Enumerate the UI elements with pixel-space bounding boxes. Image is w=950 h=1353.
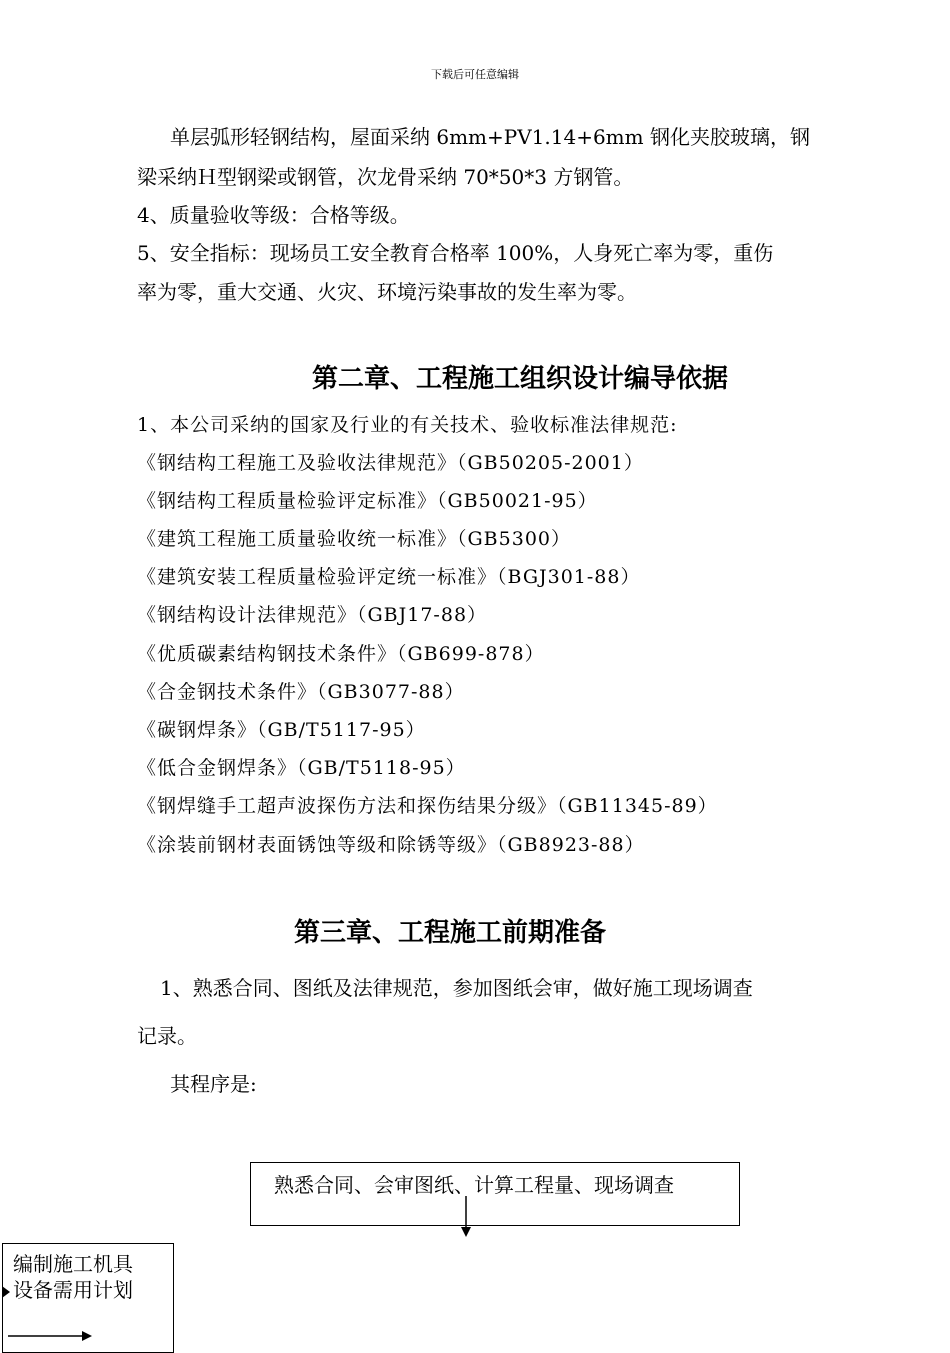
- standard-item: 《涂装前钢材表面锈蚀等级和除锈等级》（GB8923-88）: [137, 834, 645, 856]
- flowchart-left-box-line-1: 编制施工机具: [13, 1252, 133, 1276]
- flowchart-top-box-label: 熟悉合同、会审图纸、计算工程量、现场调查: [274, 1173, 674, 1197]
- intro-item-4: 4、质量验收等级：合格等级。: [137, 203, 410, 227]
- page-header: 下载后可任意编辑: [431, 68, 519, 81]
- intro-line-1: 单层弧形轻钢结构，屋面采纳 6mm+PV1.14+6mm 钢化夹胶玻璃，钢: [170, 125, 810, 149]
- flowchart-left-arrowhead: [2, 1286, 10, 1298]
- procedure-label: 其程序是:: [170, 1072, 257, 1096]
- intro-item-5-line-1: 5、安全指标：现场员工安全教育合格率 100%，人身死亡率为零，重伤: [137, 241, 774, 265]
- standard-item: 《低合金钢焊条》（GB/T5118-95）: [137, 757, 466, 779]
- chapter-2-title: 第二章、工程施工组织设计编导依据: [312, 364, 729, 394]
- standard-item: 《钢结构设计法律规范》（GBJ17-88）: [137, 604, 488, 626]
- standard-item: 《钢结构工程施工及验收法律规范》（GB50205-2001）: [137, 452, 644, 474]
- chapter-3-title: 第三章、工程施工前期准备: [294, 918, 607, 948]
- chapter-3-item-1-line-2: 记录。: [137, 1024, 197, 1048]
- standard-item: 《建筑安装工程质量检验评定统一标准》（BGJ301-88）: [137, 566, 641, 588]
- flowchart-down-arrowhead: [461, 1227, 471, 1237]
- standard-item: 《合金钢技术条件》（GB3077-88）: [137, 681, 465, 703]
- standard-item: 《钢焊缝手工超声波探伤方法和探伤结果分级》（GB11345-89）: [137, 795, 718, 817]
- chapter-3-item-1-line-1: 1、熟悉合同、图纸及法律规范，参加图纸会审，做好施工现场调查: [160, 976, 753, 1000]
- chapter-2-item-1: 1、本公司采纳的国家及行业的有关技术、验收标准法律规范:: [137, 414, 678, 436]
- standard-item: 《钢结构工程质量检验评定标准》（GB50021-95）: [137, 490, 598, 512]
- standard-item: 《优质碳素结构钢技术条件》（GB699-878）: [137, 643, 545, 665]
- intro-item-5-line-2: 率为零，重大交通、火灾、环境污染事故的发生率为零。: [137, 280, 637, 304]
- standard-item: 《碳钢焊条》（GB/T5117-95）: [137, 719, 426, 741]
- standard-item: 《建筑工程施工质量验收统一标准》（GB5300）: [137, 528, 571, 550]
- intro-line-2: 梁采纳Ｈ型钢梁或钢管，次龙骨采纳 70*50*3 方钢管。: [137, 165, 634, 189]
- flowchart-left-box-line-2: 设备需用计划: [13, 1278, 133, 1302]
- flowchart-bottom-arrowhead: [82, 1331, 92, 1341]
